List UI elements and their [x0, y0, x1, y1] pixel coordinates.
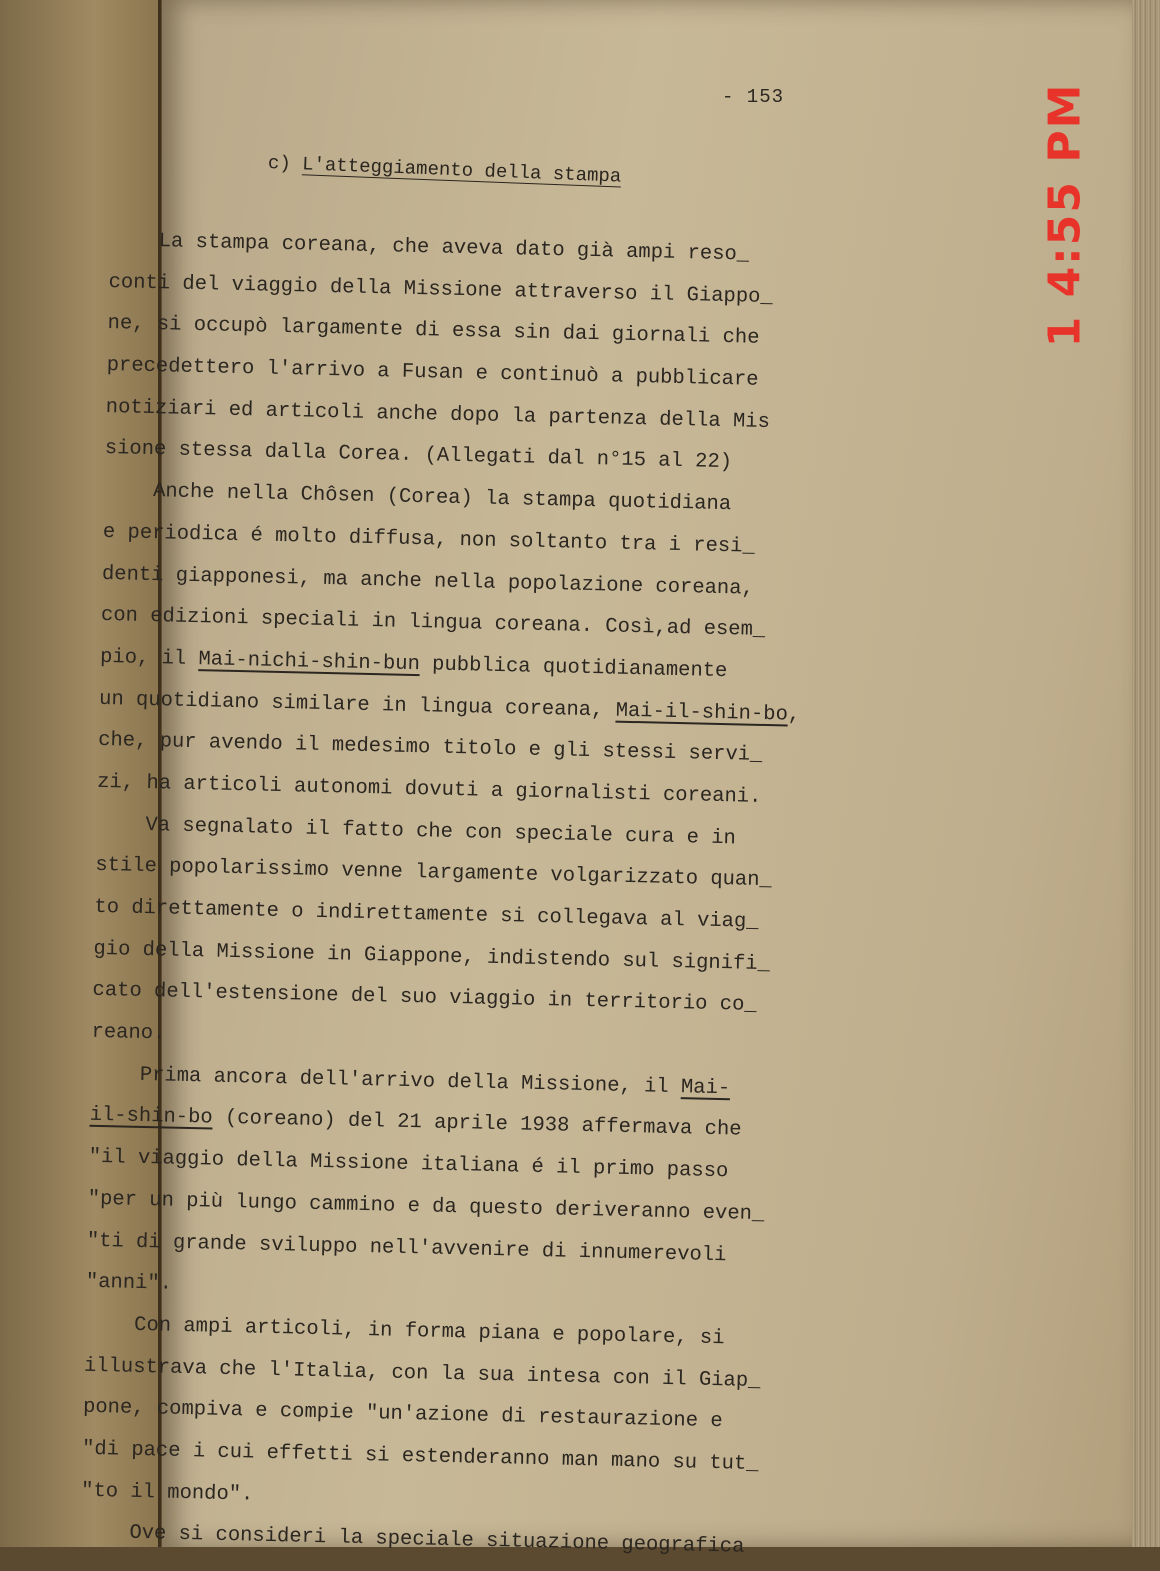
text-segment: Anche nella Chôsen (Corea) la stampa quotidiana — [103, 479, 732, 517]
text-segment: zi, ha articoli autonomi dovuti a giornalisti coreani. — [96, 770, 762, 809]
text-segment: con edizioni speciali in lingua coreana. Così,ad esem_ — [100, 604, 766, 643]
page-edges — [1132, 0, 1160, 1547]
text-segment: conti del viaggio della Missione attraverso il Giappo_ — [108, 270, 773, 309]
text-segment: denti giapponesi, ma anche nella popolazione coreana, — [101, 562, 755, 601]
text-segment: "il viaggio della Missione italiana é il primo passo — [88, 1145, 729, 1184]
text-segment: "anni". — [85, 1270, 173, 1296]
camera-timestamp: 1 4:55 PM — [1039, 82, 1091, 348]
text-segment: (coreano) del 21 aprile 1938 affermava che — [212, 1107, 742, 1142]
text-segment: "ti di grande sviluppo nell'avvenire di innumerevoli — [86, 1229, 727, 1267]
underlined-title: Mai-nichi-shin-bun — [198, 647, 421, 677]
text-segment: La stampa coreana, che aveva dato già ampi reso_ — [109, 228, 750, 267]
text-segment: to direttamente o indirettamente si collegava al viag_ — [94, 895, 759, 934]
heading-prefix: c) — [267, 152, 303, 176]
text-segment: , — [787, 703, 801, 727]
text-segment: un quotidiano similare in lingua coreana, — [98, 687, 616, 723]
text-segment: reano. — [91, 1020, 166, 1046]
text-segment: pone, compiva e compie "un'azione di restaurazione e — [82, 1395, 723, 1434]
text-segment: e periodica é molto diffusa, non soltanto tra i resi_ — [102, 520, 756, 559]
text-segment: cato dell'estensione del suo viaggio in territorio co_ — [92, 979, 757, 1018]
text-segment: Va segnalato il fatto che con speciale cura e in — [96, 812, 737, 850]
underlined-title: Mai-il-shin-bo — [615, 699, 789, 727]
heading-title: L'atteggiamento della stampa — [301, 153, 622, 188]
text-segment: illustrava che l'Italia, con la sua intesa con il Giap_ — [83, 1354, 761, 1393]
text-segment: Prima ancora dell'arrivo della Missione, il — [90, 1062, 682, 1099]
underlined-title: il-shin-bo — [89, 1104, 213, 1130]
text-segment: pubblica quotidianamente — [419, 653, 728, 683]
text-segment: ne, si occupò largamente di essa sin dai giornali che — [107, 312, 760, 351]
text-segment: gio della Missione in Giappone, indistendo sul signifi_ — [93, 937, 771, 976]
body-text — [80, 220, 870, 1571]
text-segment: "di pace i cui effetti si estenderanno man mano su tut_ — [81, 1437, 759, 1476]
text-segment: notiziari ed articoli anche dopo la partenza della Mis — [105, 395, 771, 434]
text-segment: "per un più lungo cammino e da questo deriveranno even_ — [87, 1187, 765, 1226]
text-segment: sione stessa dalla Corea. (Allegati dal n°15 al 22) — [104, 437, 733, 475]
text-segment: precedettero l'arrivo a Fusan e continuò a pubblicare — [106, 354, 759, 392]
text-segment: Con ampi articoli, in forma piana e popolare, si — [84, 1312, 725, 1351]
text-segment: stile popolarissimo venne largamente volgarizzato quan_ — [95, 854, 773, 893]
text-segment: che, pur avendo il medesimo titolo e gli stessi servi_ — [97, 729, 763, 768]
text-segment: pio, il — [99, 645, 199, 671]
page-number: - 153 — [722, 86, 785, 108]
text-segment: "to il mondo". — [80, 1479, 254, 1507]
underlined-title: Mai- — [680, 1075, 731, 1101]
text-segment: Ove si consideri la speciale situazione geografica — [79, 1520, 745, 1560]
